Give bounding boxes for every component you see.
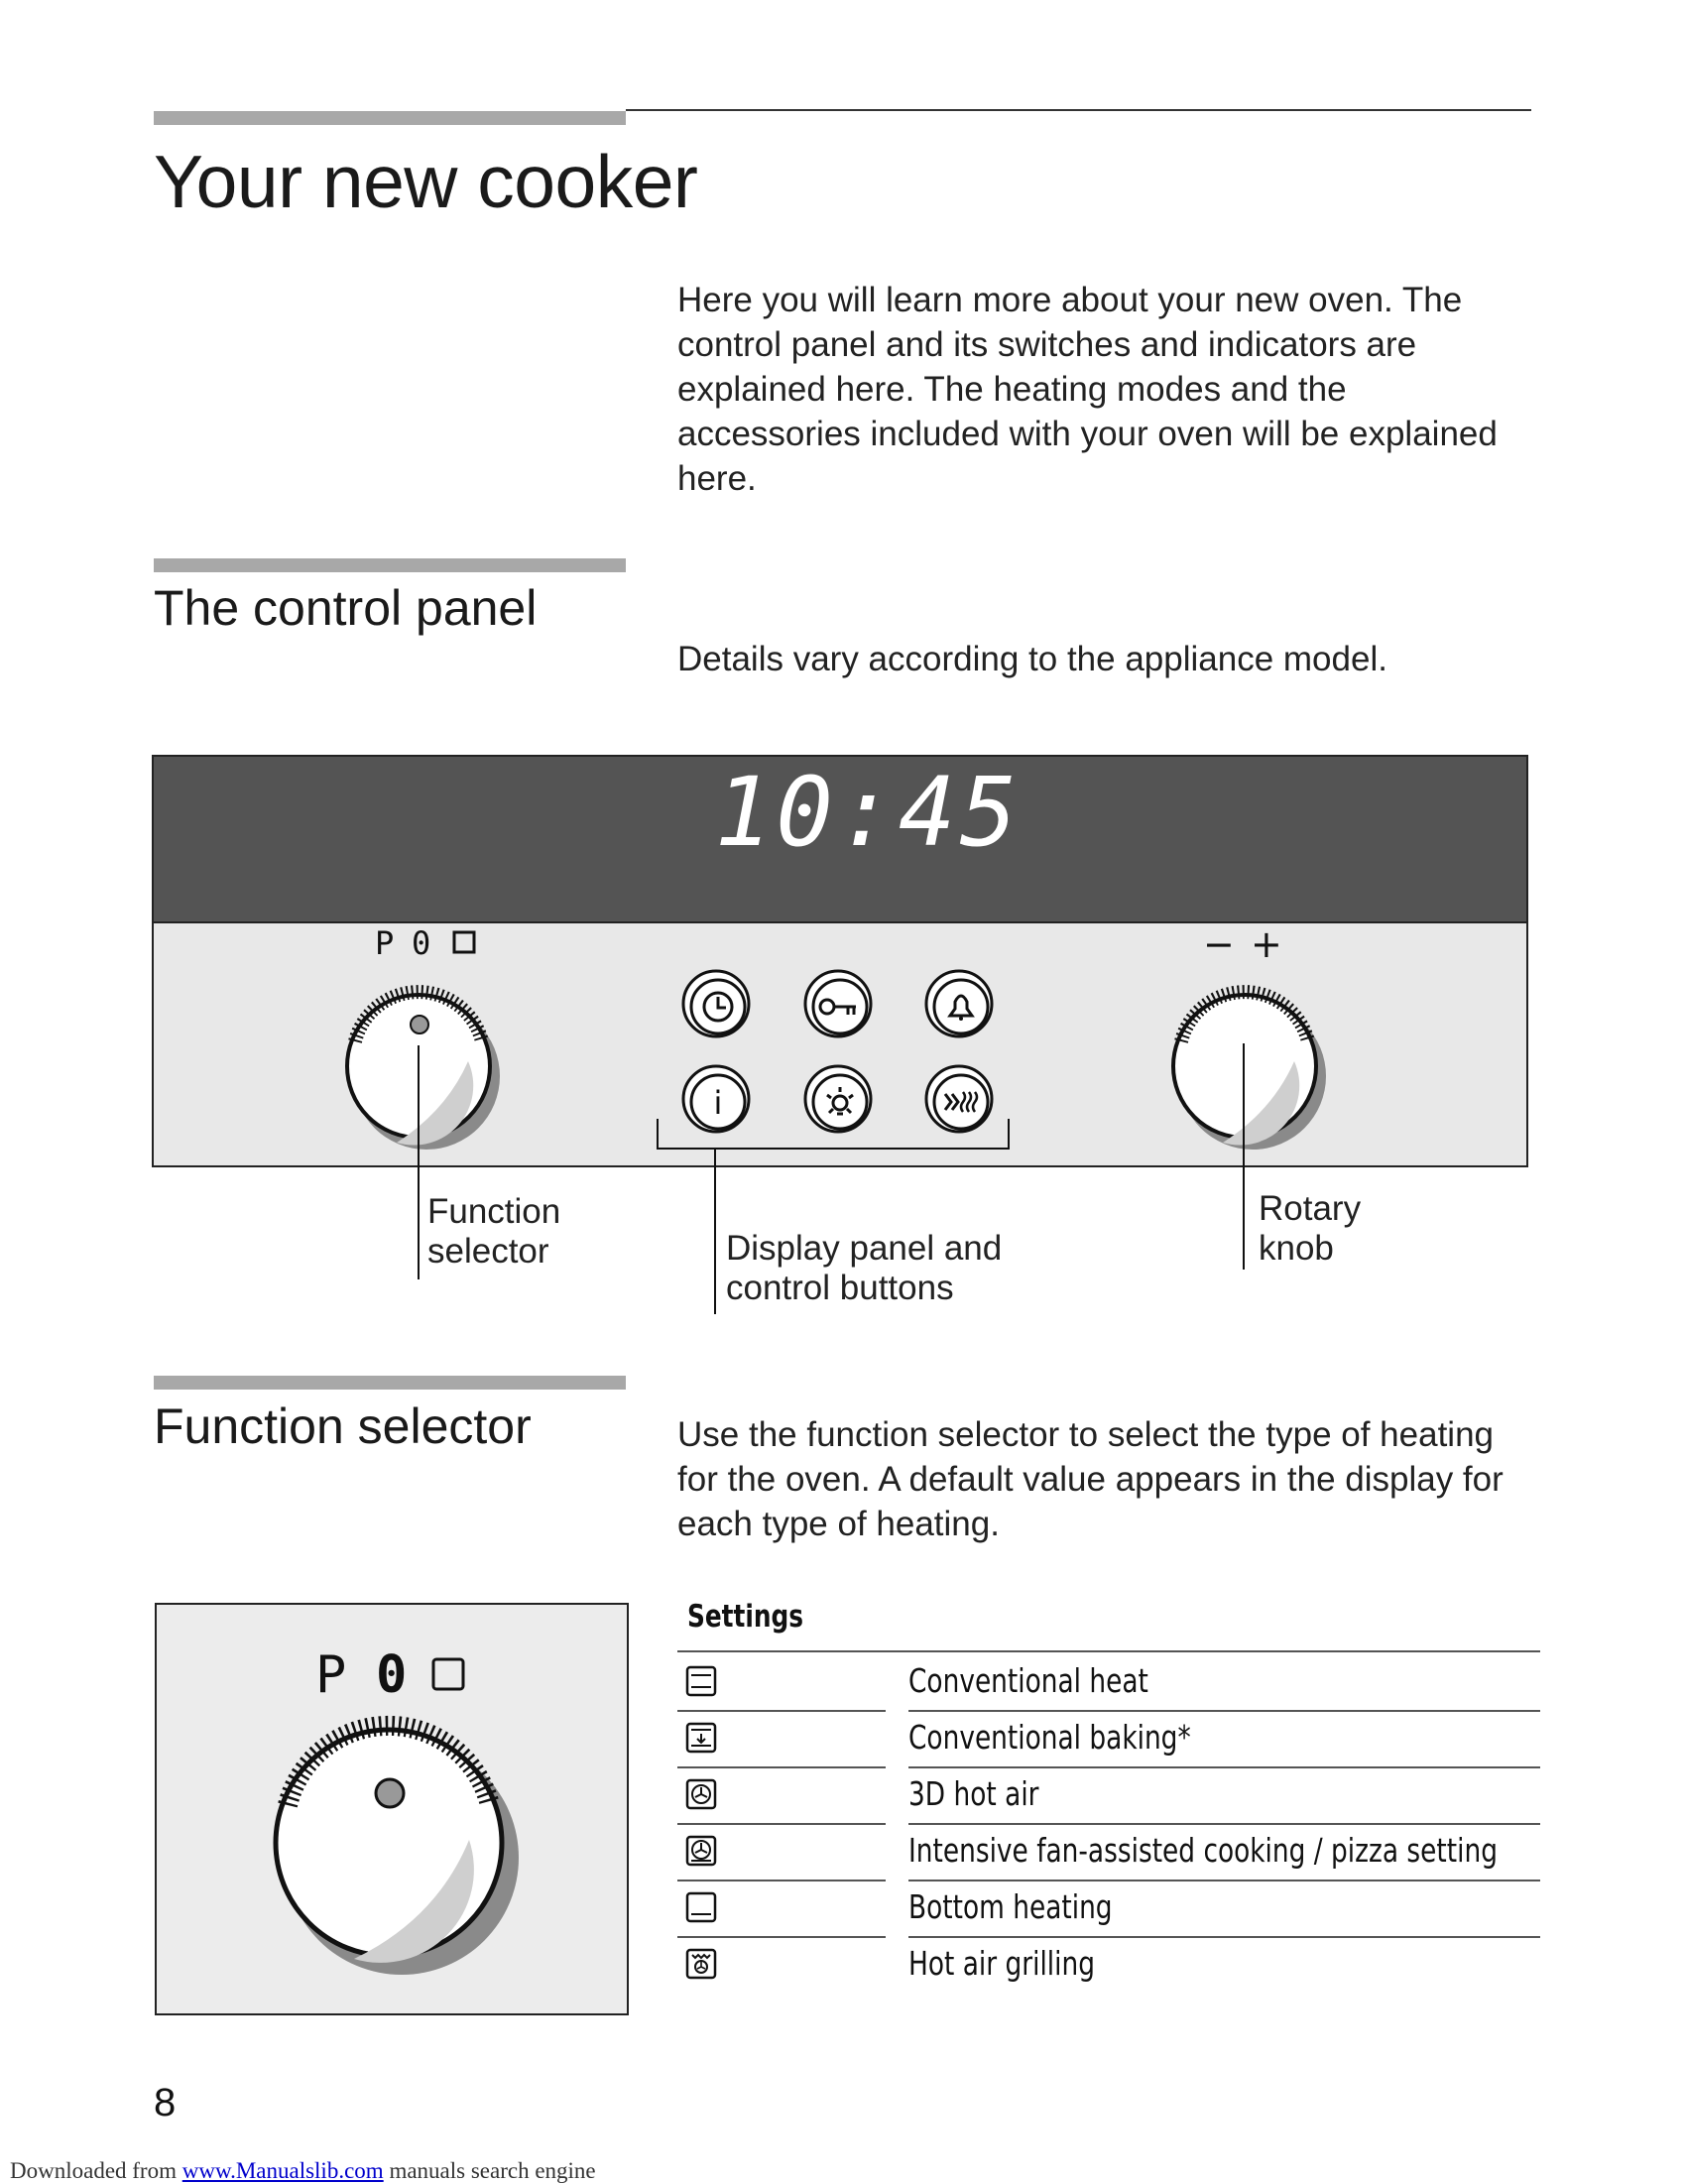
callout-function-selector: Function selector [427,1192,561,1271]
page-number: 8 [154,2081,177,2124]
light-button[interactable] [805,1066,871,1132]
settings-row [677,1936,1540,1993]
section-accent-bar [154,1376,626,1390]
download-footer [10,2158,596,2184]
settings-row [677,1653,1540,1710]
info-button[interactable] [683,1066,749,1132]
function-selector-text: Use the function selector to select the type of heating for the oven. A default value appears in the display for each type of heating. [677,1415,1504,1543]
intensive-fan-icon [685,1835,717,1867]
hot-air-grilling-icon [685,1948,717,1980]
conventional-heat-icon [685,1665,717,1697]
function-selector-illustration [154,1602,630,2018]
setting-label: Hot air grilling [908,1944,1095,1983]
page-title: Your new cooker [154,140,698,223]
bell-button[interactable] [926,971,992,1036]
settings-row [677,1880,1540,1936]
knob-indicator-dot [411,1016,428,1033]
header-accent-bar [154,111,626,125]
setting-label: Conventional baking* [908,1718,1191,1757]
bottom-heating-icon [685,1891,717,1923]
callout-display-panel: Display panel and control buttons [726,1229,1003,1307]
callout-rotary-knob: Rotary knob [1259,1189,1362,1268]
settings-top-rule [677,1650,1540,1652]
clock-button[interactable] [683,971,749,1036]
settings-row [677,1766,1540,1823]
section-heading-control-panel: The control panel [154,580,538,636]
knob-indicator-dot [376,1779,404,1807]
setting-label: Bottom heating [908,1887,1113,1926]
setting-label: Intensive fan-assisted cooking / pizza setting [908,1831,1498,1870]
intro-paragraph: Here you will learn more about your new oven. The control panel and its switches and indicators are explained here. The heating modes and the accessories included with your oven will be explained here. [677,281,1498,498]
display-time: 10:45 [714,757,1022,868]
section-accent-bar [154,558,626,572]
footer-prefix: Downloaded from [10,2158,182,2183]
knob-mark-zero: 0 [412,924,431,962]
rapid-heat-button[interactable] [926,1066,992,1132]
key-button[interactable] [805,971,871,1036]
footer-suffix: manuals search engine [383,2158,596,2183]
settings-title: Settings [687,1599,804,1635]
knob-mark-p: P [375,924,395,962]
info-icon: i [713,1084,723,1122]
rotary-plus: + [1251,922,1282,966]
control-panel-note: Details vary according to the appliance model. [677,640,1387,678]
setting-label: Conventional heat [908,1661,1148,1700]
header-rule [626,109,1531,111]
section-heading-function-selector: Function selector [154,1398,532,1454]
conventional-baking-icon [685,1722,717,1754]
settings-row [677,1823,1540,1880]
rotary-minus: − [1203,922,1235,966]
3d-hot-air-icon [685,1778,717,1810]
knob-mark-p: P [315,1645,347,1705]
settings-row [677,1710,1540,1766]
setting-label: 3D hot air [908,1774,1039,1813]
manualslib-link[interactable]: www.Manualslib.com [181,2158,384,2183]
knob-mark-zero: 0 [376,1645,408,1705]
